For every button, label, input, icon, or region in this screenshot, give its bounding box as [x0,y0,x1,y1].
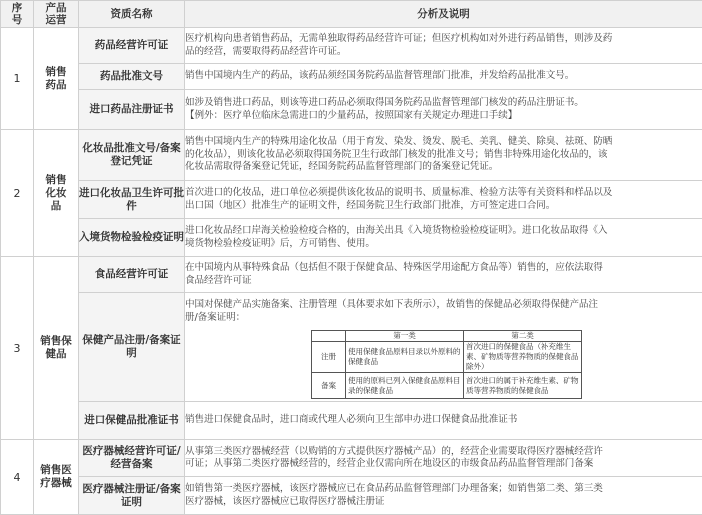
qualification-desc [185,293,702,402]
qualification-desc [185,257,702,293]
subtable-cell: 使用保健食品原料目录以外原料的保健食品 [346,342,464,373]
desc-line: 食品经营许可证 [185,275,702,288]
header-row [1,1,702,28]
group-category: 销售化妆品 [34,130,79,257]
subtable-header [312,331,346,342]
qualification-name: 医疗器械经营许可证/经营备案 [79,440,185,477]
desc-line: 进口化妆品经口岸海关检验检疫合格的，由海关出具《入境货物检验检疫证明》。进口化妆品取得《入 [185,225,702,238]
table-row [1,402,702,440]
desc-line: 如销售第一类医疗器械，该医疗器械应已在食品药品监督管理部门办理备案；如销售第二类、第三类 [185,483,702,496]
desc-line: 医疗器械，该医疗器械应已取得医疗器械注册证 [185,496,702,509]
qualification-name: 入境货物检验检疫证明 [79,219,185,257]
header-category: 产品运营 [34,1,79,28]
desc-line: 从事第三类医疗器械经营（以购销的方式提供医疗器械产品）的，经营企业需要取得医疗器械经营许 [185,446,702,459]
health-product-subtable [311,330,582,399]
table-row [1,257,702,293]
header-name: 资质名称 [79,1,185,28]
table-row [1,130,702,181]
qualification-name: 进口药品注册证书 [79,90,185,130]
desc-line: 品的经营，需要取得药品经营许可证。 [185,46,702,59]
qualification-name: 医疗器械注册证/备案证明 [79,477,185,515]
qualification-desc [185,130,702,181]
qualification-desc [185,181,702,219]
qualification-desc [185,402,702,440]
group-num: 4 [1,440,34,515]
header-num: 序号 [1,1,34,28]
desc-line: 在中国境内从事特殊食品（包括但不限于保健食品、特殊医学用途配方食品等）销售的，应依法取得 [185,262,702,275]
table-row [1,181,702,219]
desc-line: 销售中国境内生产的药品，该药品须经国务院药品监督管理部门批准，并发给药品批准文号。 [185,70,702,83]
desc-line: 的化妆品），则该化妆品必须取得国务院卫生行政部门核发的批准文号；销售非特殊用途化妆品的，该 [185,149,702,162]
desc-line: 可证；从事第二类医疗器械经营的，经营企业仅需向所在地设区的市级食品药品监督管理部门备案 [185,458,702,471]
group-num: 2 [1,130,34,257]
desc-line: 【例外：医疗单位临床急需进口的少量药品，按照国家有关规定办理进口手续】 [185,110,702,123]
desc-line: 出口国（地区）批准生产的证明文件，经国务院卫生行政部门批准，方可签定进口合同。 [185,200,702,213]
table-row [1,477,702,515]
desc-line: 医疗机构向患者销售药品，无需单独取得药品经营许可证；但医疗机构如对外进行药品销售，则涉及药 [185,33,702,46]
qualification-name: 食品经营许可证 [79,257,185,293]
subtable-header: 第二类 [464,331,582,342]
qualification-desc [185,64,702,90]
subtable-header-row [312,331,582,342]
table-row [1,64,702,90]
qualification-desc [185,90,702,130]
desc-line: 中国对保健产品实施备案、注册管理（具体要求如下表所示），故销售的保健品必须取得保健产品注 [185,299,702,312]
qualification-name: 药品经营许可证 [79,28,185,64]
subtable-row [312,373,582,399]
subtable-row-label: 备案 [312,373,346,399]
qualification-desc [185,219,702,257]
group-category: 销售保健品 [34,257,79,440]
group-category: 销售药品 [34,28,79,130]
subtable-cell: 首次进口的属于补充维生素、矿物质等营养物质的保健食品 [464,373,582,399]
qualification-desc [185,477,702,515]
desc-line: 册/备案证明： [185,312,702,325]
qualification-name: 保健产品注册/备案证明 [79,293,185,402]
subtable-cell: 首次进口的保健食品（补充维生素、矿物质等营养物质的保健食品除外） [464,342,582,373]
desc-line: 销售进口保健食品时，进口商或代理人必须向卫生部申办进口保健食品批准证书 [185,414,702,427]
subtable-cell: 使用的原料已列入保健食品原料目录的保健食品 [346,373,464,399]
desc-line: 境货物检验检疫证明》后，方可销售、使用。 [185,238,702,251]
header-desc: 分析及说明 [185,1,702,28]
table-row [1,219,702,257]
table-row [1,90,702,130]
subtable-row-label: 注册 [312,342,346,373]
group-num: 3 [1,257,34,440]
qualification-name: 进口化妆品卫生许可批件 [79,181,185,219]
table-row [1,28,702,64]
desc-line: 销售中国境内生产的特殊用途化妆品（用于育发、染发、烫发、脱毛、美乳、健美、除臭、祛斑、防晒 [185,136,702,149]
subtable-header: 第一类 [346,331,464,342]
desc-line: 化妆品需取得备案登记凭证，经国务院药品监督管理部门的备案登记凭证。 [185,161,702,174]
qualification-name: 进口保健品批准证书 [79,402,185,440]
group-category: 销售医疗器械 [34,440,79,515]
group-num: 1 [1,28,34,130]
table-row [1,293,702,402]
desc-line: 首次进口的化妆品，进口单位必须提供该化妆品的说明书、质量标准、检验方法等有关资料和样品以及 [185,187,702,200]
qualification-name: 药品批准文号 [79,64,185,90]
qualification-desc [185,28,702,64]
subtable-row [312,342,582,373]
qualification-desc [185,440,702,477]
desc-line: 如涉及销售进口药品，则该等进口药品必须取得国务院药品监督管理部门核发的药品注册证书。 [185,97,702,110]
qualification-name: 化妆品批准文号/备案登记凭证 [79,130,185,181]
table-row [1,440,702,477]
